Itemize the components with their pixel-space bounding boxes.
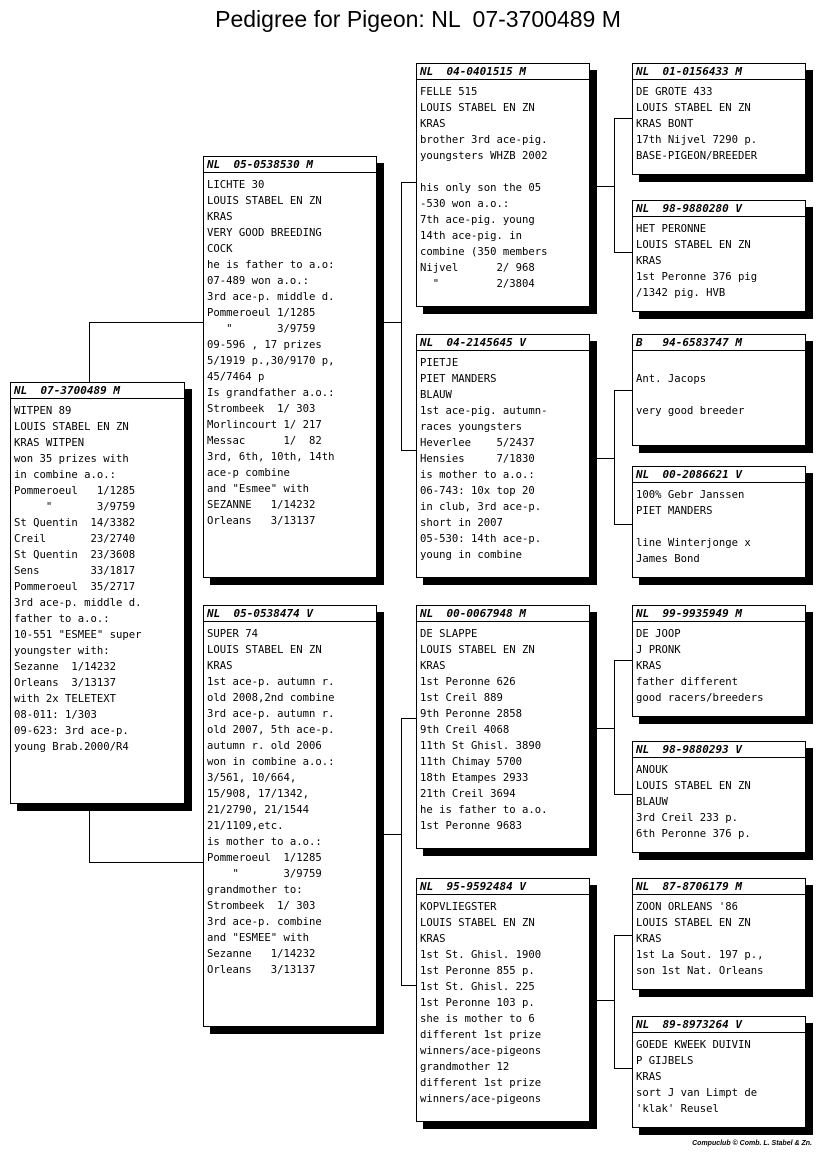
ring-number: NL 00-0067948 M (417, 606, 589, 622)
connector-line (614, 660, 632, 661)
connector-line (89, 322, 204, 323)
connector-line (614, 935, 615, 1069)
ring-number: NL 05-0538474 V (204, 606, 376, 622)
connector-line (614, 1068, 632, 1069)
connector-line (614, 935, 632, 936)
connector-line (89, 322, 90, 384)
pigeon-card-dam-sire-sire (632, 605, 806, 717)
connector-line (614, 524, 632, 525)
ring-number: NL 07-3700489 M (11, 383, 184, 399)
connector-line (614, 390, 615, 525)
pigeon-card-dam-dam (416, 878, 590, 1122)
ring-number: NL 98-9880293 V (633, 742, 805, 758)
ring-number: NL 01-0156433 M (633, 64, 805, 80)
connector-line (401, 450, 416, 451)
connector-line (614, 660, 615, 795)
connector-line (377, 322, 401, 323)
pigeon-card-subject (10, 382, 185, 804)
pigeon-details: DE JOOP J PRONK KRAS father different good racers/breeders (636, 628, 764, 704)
ring-number: NL 04-2145645 V (417, 335, 589, 351)
connector-line (614, 390, 632, 391)
pigeon-details: LICHTE 30 LOUIS STABEL EN ZN KRAS VERY GOOD BREEDING COCK he is father to a.o: 07-489 won a.o.: 3rd ace-p. middle d. Pommeroeul 1/1285 " 3/9759 09-596 , 17 prizes 5/1919 p.,30/9170 p, 45/7464 p Is grandfather a.o.: Strombeek 1/ 303 Morlincourt 1/ 217 Messac 1/ 82 3rd, 6th, 10th, 14th ace-p combine and "Esmee" with SEZANNE 1/14232 Orleans 3/13137 (207, 179, 335, 527)
connector-line (401, 985, 416, 986)
pigeon-details: FELLE 515 LOUIS STABEL EN ZN KRAS brother 3rd ace-pig. youngsters WHZB 2002 his only son the 05 -530 won a.o.: 7th ace-pig. young 14th ace-pig. in combine (350 members Nijvel 2/ 968 " 2/3804 (420, 86, 548, 290)
connector-line (614, 118, 632, 119)
ring-number: B 94-6583747 M (633, 335, 805, 351)
connector-line (590, 186, 614, 187)
connector-line (590, 1000, 614, 1001)
pigeon-card-sire-dam-sire (632, 334, 806, 446)
connector-line (614, 794, 632, 795)
connector-line (614, 252, 632, 253)
ring-number: NL 00-2086621 V (633, 467, 805, 483)
ring-number: NL 99-9935949 M (633, 606, 805, 622)
pigeon-details: SUPER 74 LOUIS STABEL EN ZN KRAS 1st ace-p. autumn r. old 2008,2nd combine 3rd ace-p. autumn r. old 2007, 5th ace-p. autumn r. old 2006 won in combine a.o.: 3/561, 10/664, 15/908, 17/1342, 21/2790, 21/1544 21/1109,etc. is mother to a.o.: Pommeroeul 1/1285 " 3/9759 grandmother to: Strombeek 1/ 303 3rd ace-p. combine and "ESMEE" with Sezanne 1/14232 Orleans 3/13137 (207, 628, 335, 976)
connector-line (590, 728, 614, 729)
pigeon-card-sire (203, 156, 377, 578)
ring-number: NL 87-8706179 M (633, 879, 805, 895)
pigeon-card-sire-sire-dam (632, 200, 806, 312)
pigeon-card-sire-sire (416, 63, 590, 307)
pigeon-card-sire-sire-sire (632, 63, 806, 175)
pigeon-details: 100% Gebr Janssen PIET MANDERS line Winterjonge x James Bond (636, 489, 751, 565)
connector-line (377, 834, 401, 835)
pigeon-details: GOEDE KWEEK DUIVIN P GIJBELS KRAS sort J van Limpt de 'klak' Reusel (636, 1039, 758, 1115)
connector-line (89, 862, 204, 863)
page-title: Pedigree for Pigeon: NL 07-3700489 M (215, 6, 621, 32)
connector-line (614, 118, 615, 253)
connector-line (401, 718, 416, 719)
pigeon-card-sire-dam (416, 334, 590, 578)
connector-line (89, 802, 90, 862)
pigeon-details: HET PERONNE LOUIS STABEL EN ZN KRAS 1st Peronne 376 pig /1342 pig. HVB (636, 223, 758, 299)
pigeon-card-dam (203, 605, 377, 1027)
pigeon-card-dam-dam-dam (632, 1016, 806, 1128)
pigeon-card-dam-sire-dam (632, 741, 806, 853)
ring-number: NL 05-0538530 M (204, 157, 376, 173)
footer-credit: Compuclub © Comb. L. Stabel & Zn. (692, 1140, 812, 1147)
pigeon-details: WITPEN 89 LOUIS STABEL EN ZN KRAS WITPEN won 35 prizes with in combine a.o.: Pommeroeul 1/1285 " 3/9759 St Quentin 14/3382 Creil 23/2740 St Quentin 23/3608 Sens 33/1817 Pommeroeul 35/2717 3rd ace-p. middle d. father to a.o.: 10-551 "ESMEE" super youngster with: Sezanne 1/14232 Orleans 3/13137 with 2x TELETEXT 08-011: 1/303 09-623: 3rd ace-p. young Brab.2000/R4 (14, 405, 142, 753)
pigeon-card-dam-sire (416, 605, 590, 849)
ring-number: NL 89-8973264 V (633, 1017, 805, 1033)
ring-number: NL 04-0401515 M (417, 64, 589, 80)
pigeon-details: DE SLAPPE LOUIS STABEL EN ZN KRAS 1st Peronne 626 1st Creil 889 9th Peronne 2858 9th Creil 4068 11th St Ghisl. 3890 11th Chimay 5700 18th Etampes 2933 21th Creil 3694 he is father to a.o. 1st Peronne 9683 (420, 628, 548, 832)
pigeon-details: PIETJE PIET MANDERS BLAUW 1st ace-pig. autumn- races youngsters Heverlee 5/2437 Hensies 7/1830 is mother to a.o.: 06-743: 10x top 20 in club, 3rd ace-p. short in 2007 05-530: 14th ace-p. young in combine (420, 357, 548, 561)
pigeon-details: Ant. Jacops very good breeder (636, 373, 745, 417)
pigeon-details: ZOON ORLEANS '86 LOUIS STABEL EN ZN KRAS 1st La Sout. 197 p., son 1st Nat. Orleans (636, 901, 764, 977)
connector-line (590, 458, 614, 459)
connector-line (401, 182, 416, 183)
connector-line (401, 718, 402, 986)
pigeon-details: DE GROTE 433 LOUIS STABEL EN ZN KRAS BONT 17th Nijvel 7290 p. BASE-PIGEON/BREEDER (636, 86, 758, 162)
pigeon-details: ANOUK LOUIS STABEL EN ZN BLAUW 3rd Creil 233 p. 6th Peronne 376 p. (636, 764, 751, 840)
pigeon-card-sire-dam-dam (632, 466, 806, 578)
pigeon-details: KOPVLIEGSTER LOUIS STABEL EN ZN KRAS 1st St. Ghisl. 1900 1st Peronne 855 p. 1st St. Ghisl. 225 1st Peronne 103 p. she is mother to 6 different 1st prize winners/ace-pigeons grandmother 12 different 1st prize winners/ace-pigeons (420, 901, 542, 1105)
connector-line (401, 182, 402, 451)
pigeon-card-dam-dam-sire (632, 878, 806, 990)
ring-number: NL 95-9592484 V (417, 879, 589, 895)
ring-number: NL 98-9880280 V (633, 201, 805, 217)
